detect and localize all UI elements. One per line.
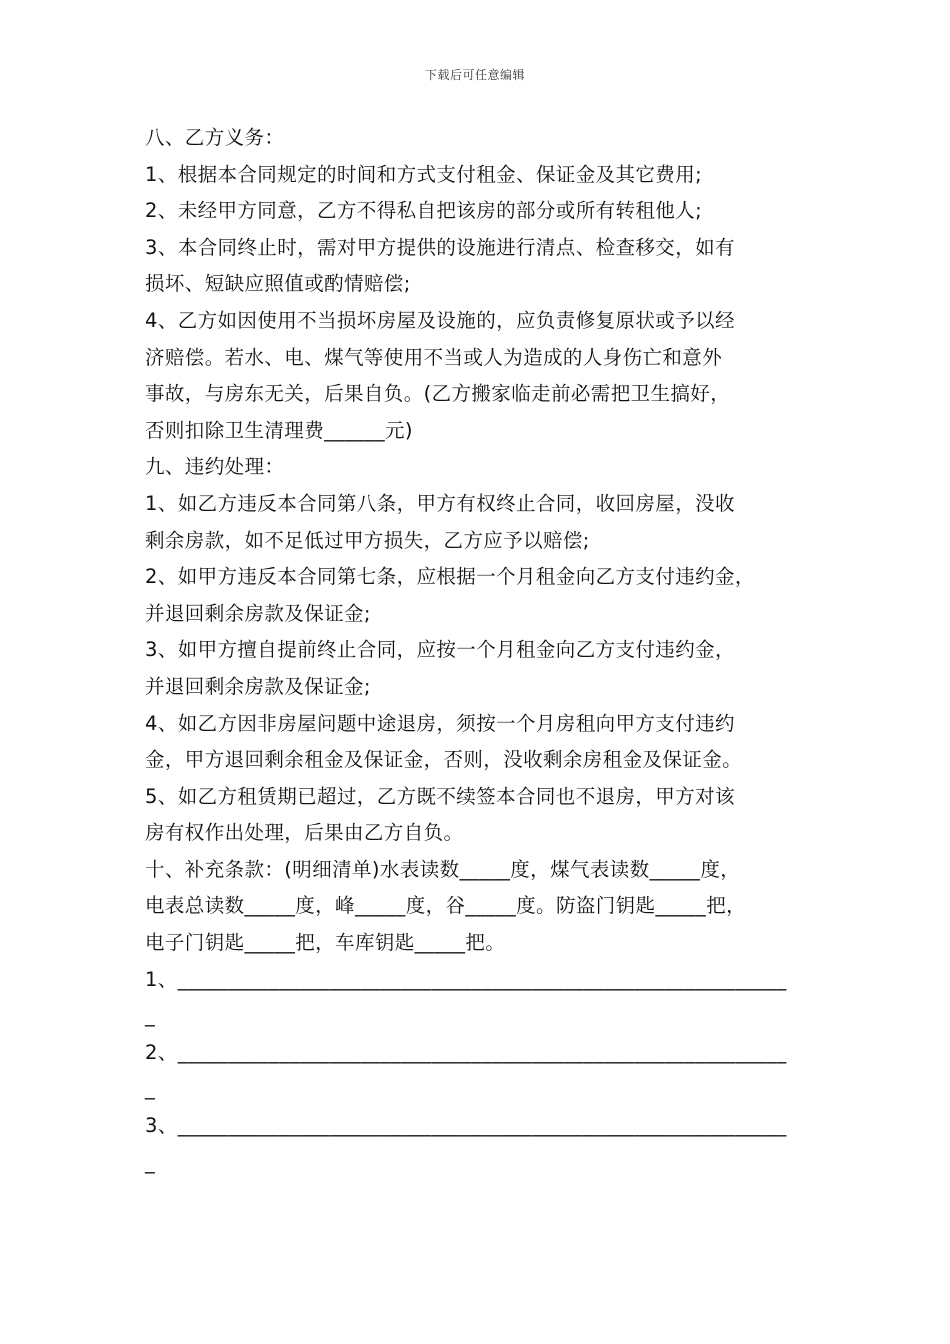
clause-line: 3、本合同终止时，需对甲方提供的设施进行清点、检查移交，如有	[145, 235, 735, 259]
clause-line: 损坏、短缺应照值或酌情赔偿;	[145, 272, 411, 296]
clause-line: 剩余房款，如不足低过甲方损失，乙方应予以赔偿;	[145, 528, 590, 552]
clause-line: 2、未经甲方同意，乙方不得私自把该房的部分或所有转租他人;	[145, 199, 703, 223]
clause-line: 2、如甲方违反本合同第七条，应根据一个月租金向乙方支付违约金，	[145, 565, 755, 589]
blank-item-continuation: _	[145, 1150, 156, 1174]
clause-line: 否则扣除卫生清理费______元)	[145, 418, 413, 442]
clause-line: 并退回剩余房款及保证金;	[145, 674, 371, 698]
blank-item-line: 1、____________________________________________________________	[145, 967, 787, 991]
clause-heading-8: 八、乙方义务：	[145, 126, 285, 149]
clause-line: 电表总读数_____度，峰_____度，谷_____度。防盗门钥匙_____把，	[145, 894, 747, 918]
contract-body	[145, 120, 835, 1181]
blank-item-line: 2、____________________________________________________________	[145, 1040, 787, 1064]
blank-item-continuation: _	[145, 1004, 156, 1028]
clause-line: 金，甲方退回剩余租金及保证金，否则，没收剩余房租金及保证金。	[145, 748, 743, 772]
page-header: 下载后可任意编辑	[424, 68, 525, 82]
clause-line: 4、乙方如因使用不当损坏房屋及设施的，应负责修复原状或予以经	[145, 308, 735, 332]
clause-line: 4、如乙方因非房屋问题中途退房，须按一个月房租向甲方支付违约	[145, 711, 735, 735]
clause-line: 1、根据本合同规定的时间和方式支付租金、保证金及其它费用;	[145, 162, 703, 186]
clause-line: 并退回剩余房款及保证金;	[145, 601, 371, 625]
clause-heading-10: 十、补充条款：(明细清单)水表读数_____度，煤气表读数_____度，	[145, 857, 741, 881]
clause-line: 济赔偿。若水、电、煤气等使用不当或人为造成的人身伤亡和意外	[145, 345, 723, 369]
blank-item-continuation: _	[145, 1077, 156, 1101]
clause-heading-9: 九、违约处理：	[145, 455, 285, 479]
clause-line: 房有权作出处理，后果由乙方自负。	[145, 821, 464, 845]
clause-line: 3、如甲方擅自提前终止合同，应按一个月租金向乙方支付违约金，	[145, 638, 735, 662]
clause-line: 5、如乙方租赁期已超过，乙方既不续签本合同也不退房，甲方对该	[145, 784, 735, 808]
clause-line: 事故，与房东无关，后果自负。(乙方搬家临走前必需把卫生搞好，	[145, 382, 731, 406]
clause-line: 电子门钥匙_____把，车库钥匙_____把。	[145, 931, 506, 955]
clause-line: 1、如乙方违反本合同第八条，甲方有权终止合同，收回房屋，没收	[145, 491, 735, 515]
blank-item-line: 3、____________________________________________________________	[145, 1114, 787, 1138]
